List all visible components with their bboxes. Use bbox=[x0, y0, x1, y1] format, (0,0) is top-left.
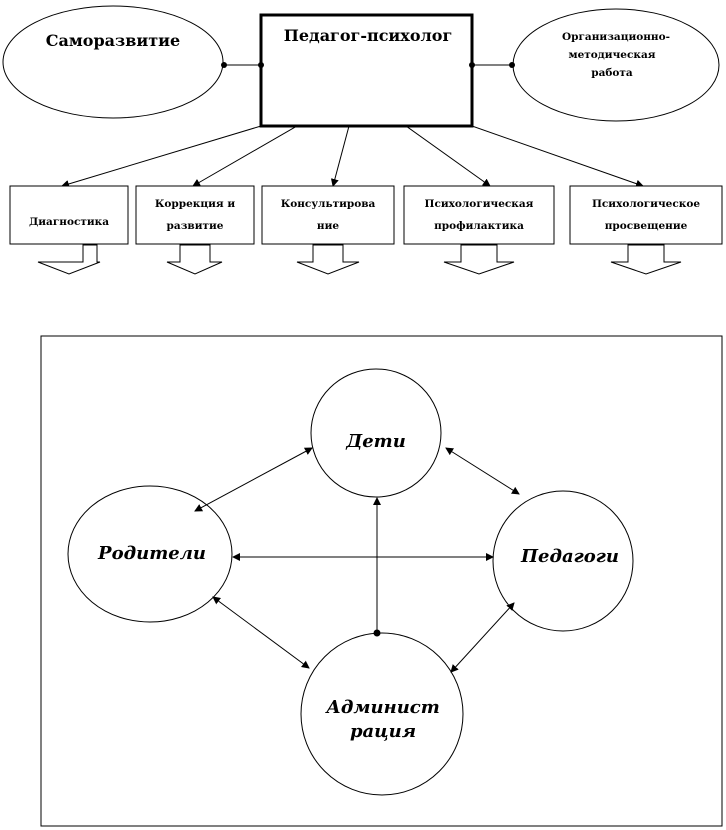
arrow-to-prevention bbox=[406, 126, 490, 186]
down-arrow-diagnostics bbox=[38, 245, 100, 274]
org-method-work-oval bbox=[513, 9, 719, 121]
box-prevention-line-1: Психологическая bbox=[424, 198, 534, 210]
administration-dot bbox=[374, 630, 381, 637]
down-arrow-correction bbox=[167, 245, 222, 274]
connector-left-dot-1 bbox=[221, 62, 227, 68]
down-arrow-consulting bbox=[297, 245, 359, 274]
box-correction-line-2: развитие bbox=[166, 220, 224, 232]
box-correction bbox=[136, 186, 254, 244]
bottom-diagram bbox=[41, 336, 722, 826]
top-diagram bbox=[3, 6, 722, 274]
children-label: Дети bbox=[346, 431, 406, 452]
box-correction-line-1: Коррекция и bbox=[154, 198, 236, 210]
connector-right-dot-1 bbox=[469, 62, 475, 68]
administration-line-2: рация bbox=[349, 721, 417, 742]
connector-left-dot-2 bbox=[258, 62, 264, 68]
down-arrow-education bbox=[611, 245, 681, 274]
teachers-label: Педагоги bbox=[521, 546, 619, 567]
parents-label: Родители bbox=[98, 543, 206, 564]
org-method-work-line-2: методическая bbox=[568, 49, 656, 61]
arrow-to-education bbox=[472, 126, 643, 186]
box-prevention bbox=[404, 186, 554, 244]
box-consulting bbox=[262, 186, 394, 244]
connector-right-dot-2 bbox=[509, 62, 515, 68]
down-arrow-prevention bbox=[444, 245, 514, 274]
box-diagnostics bbox=[10, 186, 128, 244]
arrow-to-diagnostics bbox=[62, 126, 261, 186]
self-development-label: Саморазвитие bbox=[45, 31, 181, 50]
org-method-work-line-1: Организационно- bbox=[562, 31, 670, 43]
box-diagnostics-label: Диагностика bbox=[28, 216, 110, 228]
org-method-work-line-3: работа bbox=[591, 67, 633, 79]
administration-line-1: Админист bbox=[326, 697, 440, 718]
arrow-to-consulting bbox=[333, 126, 349, 186]
self-development-oval bbox=[3, 6, 223, 118]
arrow-to-correction bbox=[193, 126, 297, 186]
box-consulting-line-1: Консультирова bbox=[280, 198, 376, 210]
box-education-line-2: просвещение bbox=[604, 220, 688, 232]
box-consulting-line-2: ние bbox=[316, 220, 340, 232]
box-education-line-1: Психологическое bbox=[591, 198, 701, 210]
psychologist-label: Педагог-психолог bbox=[283, 26, 453, 45]
box-education bbox=[570, 186, 722, 244]
box-prevention-line-2: профилактика bbox=[434, 220, 524, 232]
